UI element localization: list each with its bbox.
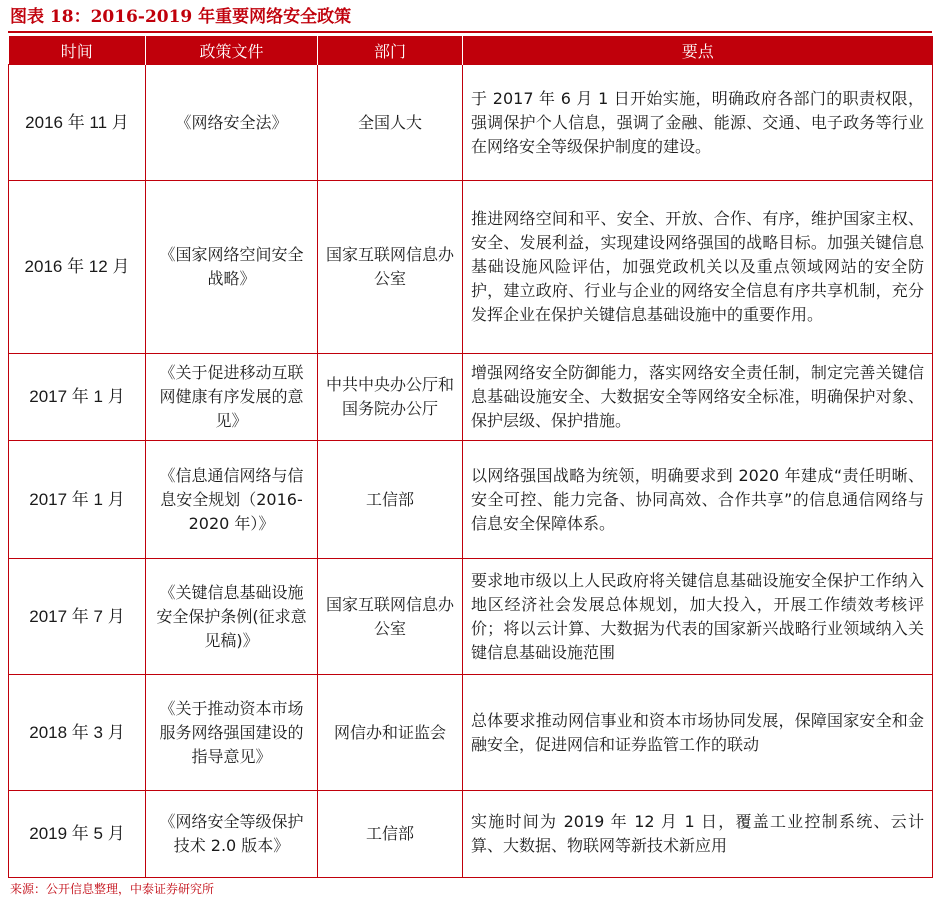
cell-key-points: 增强网络安全防御能力，落实网络安全责任制，制定完善关键信息基础设施安全、大数据安全等网络安全标准，明确保护对象、保护层级、保护措施。 xyxy=(463,354,933,441)
cell-time: 2017 年 1 月 xyxy=(9,441,146,559)
table-row xyxy=(9,441,933,559)
header-time: 时间 xyxy=(9,36,146,65)
table-row xyxy=(9,675,933,791)
cell-key-points: 于 2017 年 6 月 1 日开始实施，明确政府各部门的职责权限，强调保护个人信息，强调了金融、能源、交通、电子政务等行业在网络安全等级保护制度的建设。 xyxy=(463,65,933,181)
cell-department: 工信部 xyxy=(318,441,463,559)
cell-time: 2016 年 11 月 xyxy=(9,65,146,181)
cell-key-points: 要求地市级以上人民政府将关键信息基础设施安全保护工作纳入地区经济社会发展总体规划，加大投入，开展工作绩效考核评价；将以云计算、大数据为代表的国家新兴战略行业领域纳入关键信息基础设施范围 xyxy=(463,559,933,675)
table-row xyxy=(9,559,933,675)
table-header-row xyxy=(9,36,933,65)
cell-key-points: 推进网络空间和平、安全、开放、合作、有序，维护国家主权、安全、发展利益，实现建设网络强国的战略目标。加强关键信息基础设施风险评估，加强党政机关以及重点领域网站的安全防护，建立政府、行业与企业的网络安全信息有序共享机制，充分发挥企业在保护关键信息基础设施中的重要作用。 xyxy=(463,181,933,354)
cell-key-points: 总体要求推动网信事业和资本市场协同发展，保障国家安全和金融安全，促进网信和证券监管工作的联动 xyxy=(463,675,933,791)
cell-policy-document: 《国家网络空间安全战略》 xyxy=(146,181,318,354)
cell-department: 中共中央办公厅和国务院办公厅 xyxy=(318,354,463,441)
cell-time: 2017 年 1 月 xyxy=(9,354,146,441)
cell-policy-document: 《信息通信网络与信息安全规划（2016-2020 年）》 xyxy=(146,441,318,559)
cell-department: 全国人大 xyxy=(318,65,463,181)
cell-time: 2017 年 7 月 xyxy=(9,559,146,675)
cell-time: 2018 年 3 月 xyxy=(9,675,146,791)
header-policy-document: 政策文件 xyxy=(146,36,318,65)
cell-policy-document: 《关于推动资本市场服务网络强国建设的指导意见》 xyxy=(146,675,318,791)
header-key-points: 要点 xyxy=(463,36,933,65)
cell-policy-document: 《关于促进移动互联网健康有序发展的意见》 xyxy=(146,354,318,441)
cell-key-points: 以网络强国战略为统领，明确要求到 2020 年建成“责任明晰、安全可控、能力完备、协同高效、合作共享”的信息通信网络与信息安全保障体系。 xyxy=(463,441,933,559)
title-divider xyxy=(8,31,932,33)
source-note: 来源：公开信息整理，中泰证券研究所 xyxy=(10,882,215,896)
policy-table xyxy=(8,36,933,878)
cell-department: 国家互联网信息办公室 xyxy=(318,181,463,354)
header-department: 部门 xyxy=(318,36,463,65)
cell-policy-document: 《网络安全法》 xyxy=(146,65,318,181)
cell-policy-document: 《关键信息基础设施安全保护条例(征求意见稿)》 xyxy=(146,559,318,675)
cell-department: 国家互联网信息办公室 xyxy=(318,559,463,675)
table-row xyxy=(9,354,933,441)
cell-department: 工信部 xyxy=(318,791,463,878)
table-row xyxy=(9,181,933,354)
cell-key-points: 实施时间为 2019 年 12 月 1 日，覆盖工业控制系统、云计算、大数据、物联网等新技术新应用 xyxy=(463,791,933,878)
cell-policy-document: 《网络安全等级保护技术 2.0 版本》 xyxy=(146,791,318,878)
figure-title: 图表 18：2016-2019 年重要网络安全政策 xyxy=(10,7,352,27)
cell-time: 2016 年 12 月 xyxy=(9,181,146,354)
table-row xyxy=(9,791,933,878)
cell-department: 网信办和证监会 xyxy=(318,675,463,791)
cell-time: 2019 年 5 月 xyxy=(9,791,146,878)
table-row xyxy=(9,65,933,181)
